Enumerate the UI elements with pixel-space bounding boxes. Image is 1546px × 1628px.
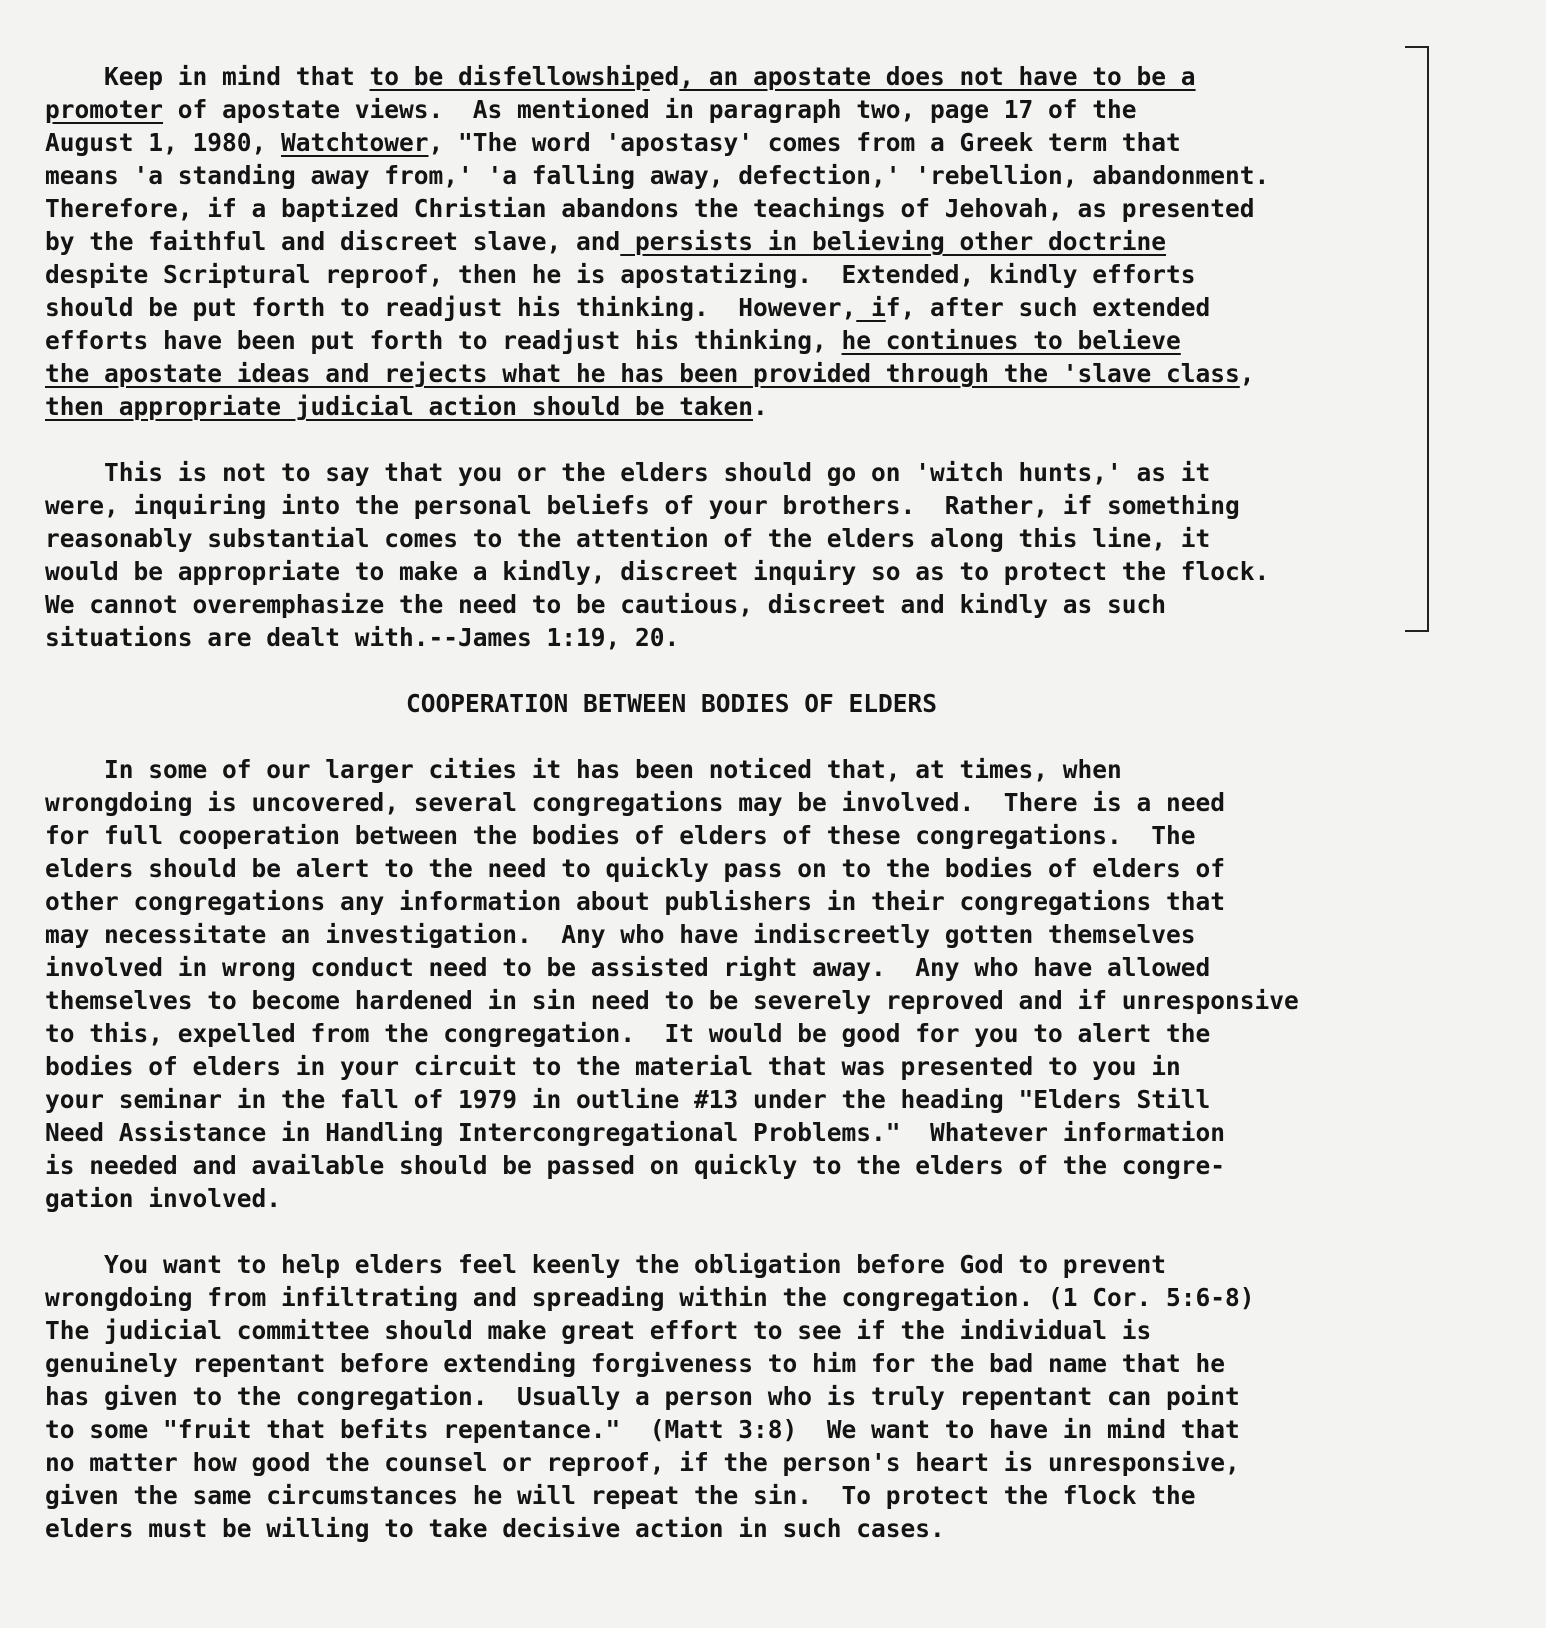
text-line: themselves to become hardened in sin need to be severely reproved and if unresponsive bbox=[45, 986, 1299, 1015]
text-line: Keep in mind that to be disfellowshiped, an apostate does not have to be a bbox=[45, 62, 1196, 91]
text-line: no matter how good the counsel or reproof, if the person's heart is unresponsive, bbox=[45, 1448, 1240, 1477]
text-line: despite Scriptural reproof, then he is apostatizing. Extended, kindly efforts bbox=[45, 260, 1196, 289]
text-line: reasonably substantial comes to the attention of the elders along this line, it bbox=[45, 524, 1211, 553]
text-line: the apostate ideas and rejects what he has been provided through the 'slave class, bbox=[45, 359, 1255, 388]
text-line: Need Assistance in Handling Intercongregational Problems." Whatever information bbox=[45, 1118, 1226, 1147]
underlined-text: promoter bbox=[45, 95, 164, 124]
text-line: has given to the congregation. Usually a person who is truly repentant can point bbox=[45, 1382, 1240, 1411]
text-line: We cannot overemphasize the need to be cautious, discreet and kindly as such bbox=[45, 590, 1167, 619]
section-heading: COOPERATION BETWEEN BODIES OF ELDERS bbox=[406, 689, 938, 718]
text-line: should be put forth to readjust his thinking. However, if, after such extended bbox=[45, 293, 1211, 322]
underlined-text: then appropriate judicial action should be taken bbox=[45, 392, 754, 421]
text-line: August 1, 1980, Watchtower, "The word 'apostasy' comes from a Greek term that bbox=[45, 128, 1181, 157]
text-line: is needed and available should be passed on quickly to the elders of the congre- bbox=[45, 1151, 1226, 1180]
text-line: involved in wrong conduct need to be assisted right away. Any who have allowed bbox=[45, 953, 1211, 982]
text-line: situations are dealt with.--James 1:19, 20. bbox=[45, 623, 680, 652]
text-line: wrongdoing is uncovered, several congregations may be involved. There is a need bbox=[45, 788, 1226, 817]
text-line: Therefore, if a baptized Christian abandons the teachings of Jehovah, as presented bbox=[45, 194, 1255, 223]
text-line: In some of our larger cities it has been noticed that, at times, when bbox=[45, 755, 1122, 784]
text-line: other congregations any information about publishers in their congregations that bbox=[45, 887, 1226, 916]
text-line: gation involved. bbox=[45, 1184, 282, 1213]
text-line: genuinely repentant before extending forgiveness to him for the bad name that he bbox=[45, 1349, 1226, 1378]
text-line: then appropriate judicial action should be taken. bbox=[45, 392, 768, 421]
underlined-text: persists in believing other doctrine bbox=[620, 227, 1167, 256]
text-line: bodies of elders in your circuit to the material that was presented to you in bbox=[45, 1052, 1181, 1081]
text-line: promoter of apostate views. As mentioned in paragraph two, page 17 of the bbox=[45, 95, 1137, 124]
underlined-text: to be disfellowship bbox=[369, 62, 650, 91]
underlined-text: i bbox=[856, 293, 886, 322]
text-line: You want to help elders feel keenly the obligation before God to prevent bbox=[45, 1250, 1167, 1279]
text-line: means 'a standing away from,' 'a falling away, defection,' 'rebellion, abandonment. bbox=[45, 161, 1270, 190]
underlined-text: Watchtower bbox=[281, 128, 429, 157]
text-line: by the faithful and discreet slave, and persists in believing other doctrine bbox=[45, 227, 1167, 256]
text-line: This is not to say that you or the elders should go on 'witch hunts,' as it bbox=[45, 458, 1211, 487]
text-line: wrongdoing from infiltrating and spreading within the congregation. (1 Cor. 5:6-8) bbox=[45, 1283, 1255, 1312]
text-line: to some "fruit that befits repentance." (Matt 3:8) We want to have in mind that bbox=[45, 1415, 1240, 1444]
text-line: to this, expelled from the congregation. It would be good for you to alert the bbox=[45, 1019, 1211, 1048]
underlined-text: he continues to believe bbox=[841, 326, 1181, 355]
text-line: were, inquiring into the personal beliefs of your brothers. Rather, if something bbox=[45, 491, 1240, 520]
text-line: given the same circumstances he will repeat the sin. To protect the flock the bbox=[45, 1481, 1196, 1510]
underlined-text: the apostate ideas and rejects what he has been provided through the 'slave class bbox=[45, 359, 1240, 388]
text-line: for full cooperation between the bodies of elders of these congregations. The bbox=[45, 821, 1196, 850]
text-line: The judicial committee should make great effort to see if the individual is bbox=[45, 1316, 1152, 1345]
text-line: may necessitate an investigation. Any who have indiscreetly gotten themselves bbox=[45, 920, 1196, 949]
underlined-text: , an apostate does not have to be a bbox=[679, 62, 1196, 91]
text-line: elders must be willing to take decisive action in such cases. bbox=[45, 1514, 945, 1543]
text-line: elders should be alert to the need to quickly pass on to the bodies of elders of bbox=[45, 854, 1226, 883]
text-line: your seminar in the fall of 1979 in outline #13 under the heading "Elders Still bbox=[45, 1085, 1211, 1114]
text-line: would be appropriate to make a kindly, discreet inquiry so as to protect the flock. bbox=[45, 557, 1270, 586]
text-line: efforts have been put forth to readjust his thinking, he continues to believe bbox=[45, 326, 1181, 355]
margin-bracket bbox=[1405, 46, 1429, 632]
